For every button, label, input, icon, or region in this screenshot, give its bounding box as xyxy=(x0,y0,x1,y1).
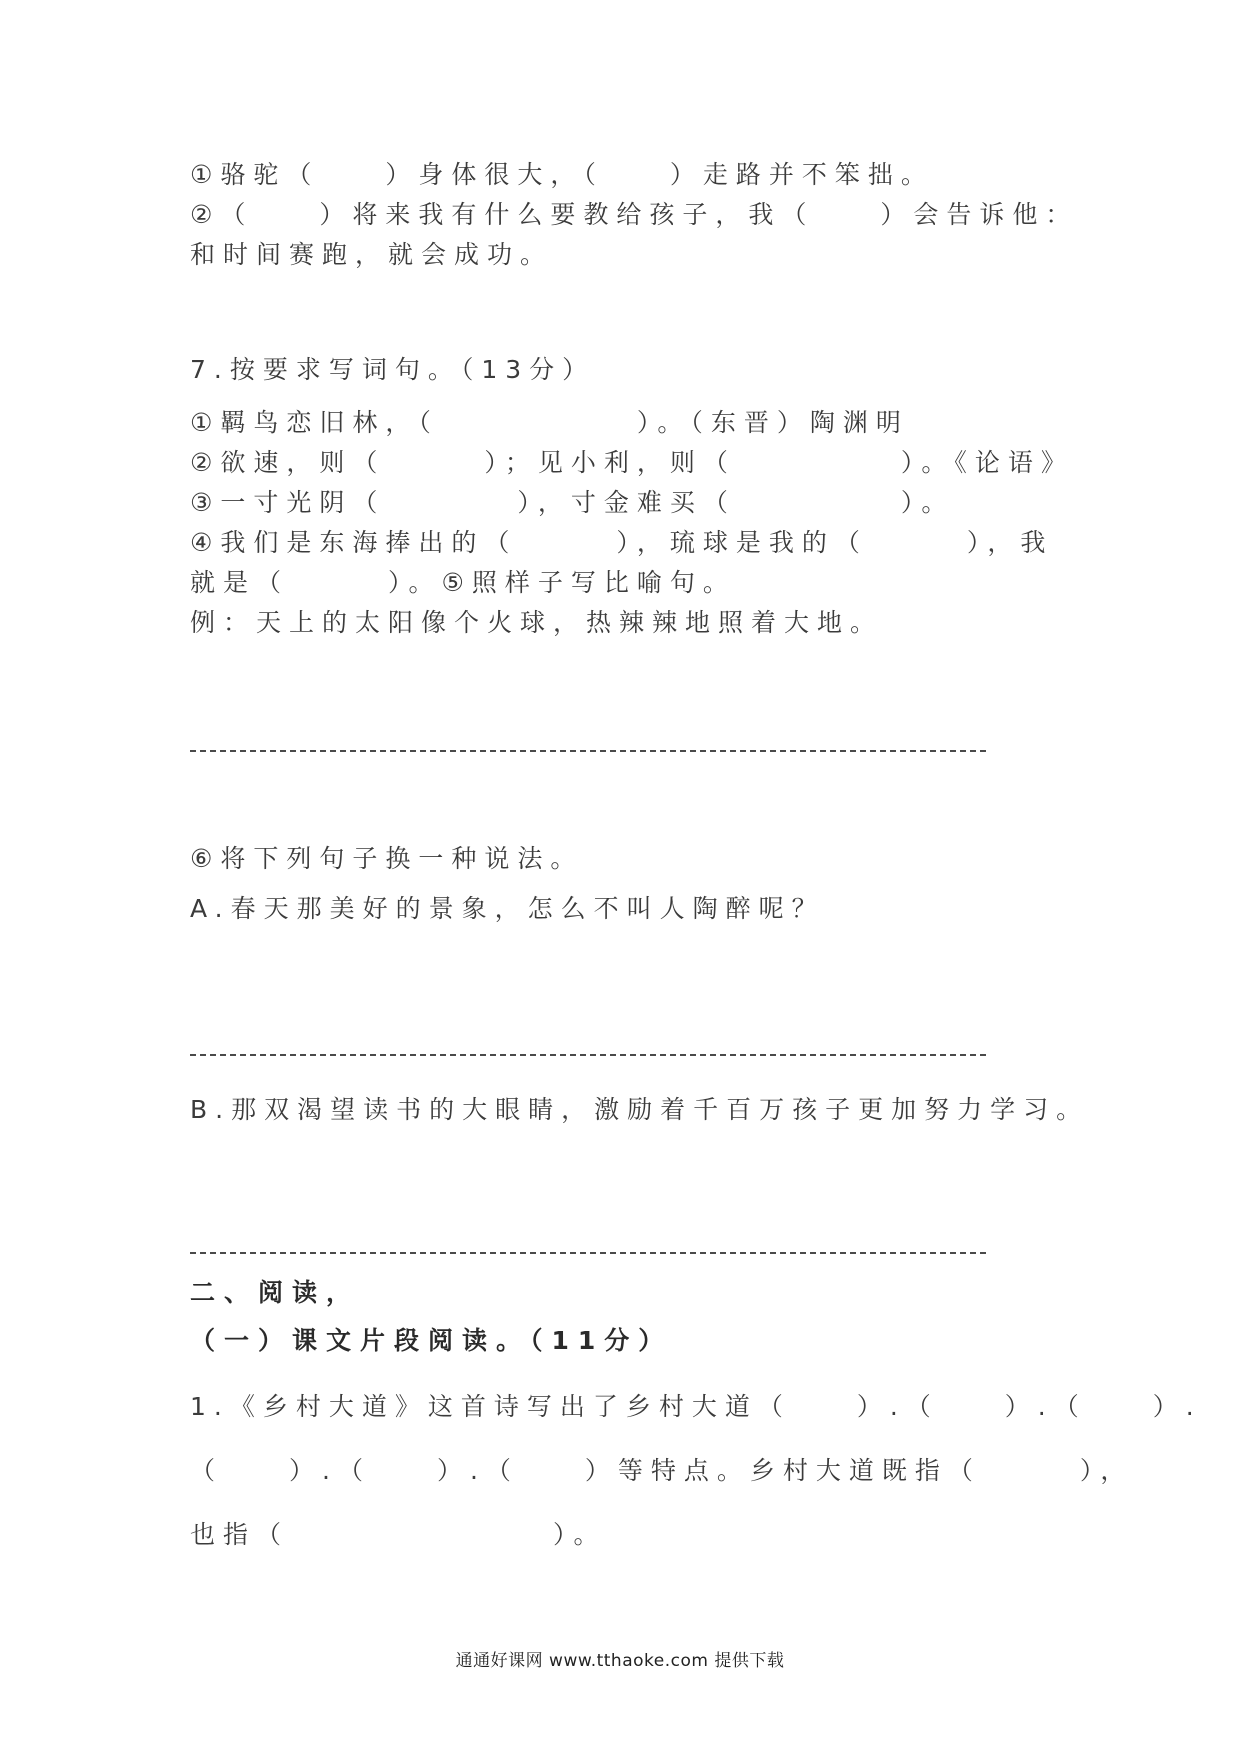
text-line-2: ②（ ）将来我有什么要教给孩子，我（ ）会告诉他： xyxy=(190,200,1079,229)
question-7-item-2: ②欲速，则（ ）；见小利，则（ ）。《论语》 xyxy=(190,448,1074,477)
text-line-3: 和时间赛跑，就会成功。 xyxy=(190,240,554,269)
question-7-item-6: ⑥将下列句子换一种说法。 xyxy=(190,844,584,873)
section-2-1-heading: （一）课文片段阅读。（11分） xyxy=(190,1326,673,1355)
question-1-line-1: 1.《乡村大道》这首诗写出了乡村大道（ ）.（ ）.（ ）. xyxy=(190,1392,1202,1421)
question-7-item-4-cont: 就是（ ）。⑤照样子写比喻句。 xyxy=(190,568,736,597)
section-2-heading: 二、阅读， xyxy=(190,1278,361,1307)
question-1-line-3: 也指（ ）。 xyxy=(190,1520,607,1549)
question-7-item-3: ③一寸光阴（ ），寸金难买（ ）。 xyxy=(190,488,955,517)
question-7-heading: 7.按要求写词句。（13分） xyxy=(190,355,596,384)
answer-line-2 xyxy=(190,1054,986,1056)
answer-line-3 xyxy=(190,1252,986,1254)
answer-line-1 xyxy=(190,750,986,752)
question-1-line-2: （ ）.（ ）.（ ）等特点。乡村大道既指（ ）， xyxy=(190,1456,1134,1485)
page-footer: 通通好课网 www.tthaoke.com 提供下载 xyxy=(455,1651,785,1671)
sentence-a: A.春天那美好的景象，怎么不叫人陶醉呢？ xyxy=(190,894,825,923)
sentence-b: B.那双渴望读书的大眼睛，激励着千百万孩子更加努力学习。 xyxy=(190,1095,1090,1124)
text-line-1: ①骆驼（ ）身体很大，（ ）走路并不笨拙。 xyxy=(190,160,934,189)
question-7-item-1: ①羁鸟恋旧林，（ ）。（东晋）陶渊明 xyxy=(190,408,909,437)
example-sentence: 例：天上的太阳像个火球，热辣辣地照着大地。 xyxy=(190,608,884,637)
question-7-item-4: ④我们是东海捧出的（ ），琉球是我的（ ），我 xyxy=(190,528,1054,557)
